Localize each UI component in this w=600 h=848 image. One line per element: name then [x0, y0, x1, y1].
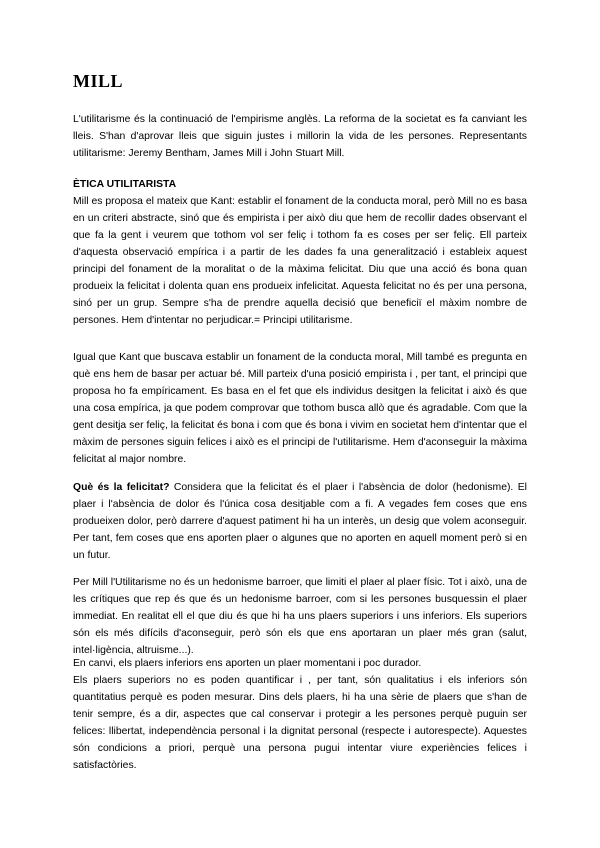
intro-paragraph: L'utilitarisme és la continuació de l'empirisme anglès. La reforma de la societat es fa canviant les lleis. S'han d'aprovar lleis que siguin justes i millorin la vida de les persones. Representants utilitarisme: Jeremy Bentham, James Mill i John Stuart Mill. — [73, 114, 527, 159]
hedonism-paragraph: Per Mill l'Utilitarisme no és un hedonisme barroer, que limiti el plaer al plaer físic. Tot i això, una de les crítiques que rep és que és un hedonisme barroer, com si les persones busquessin el plaer immediat. En realitat ell el que diu és que hi ha uns plaers superiors i uns inferiors. Els superiors són els més difícils d'aconseguir, però són els que ens aportaran un plaer més gran (salut, intel·ligència, altruisme...). — [73, 577, 527, 656]
question-label: Què és la felicitat? — [73, 482, 170, 493]
section-heading: ÈTICA UTILITARISTA — [73, 179, 177, 190]
felicitat-paragraph — [73, 479, 527, 564]
body-paragraph-2: Igual que Kant que buscava establir un fonament de la conducta moral, Mill també es pregunta en què ens hem de basar per actuar bé. Mill parteix d'una posició empirista i , per tant, el principi que proposa ho fa empíricament. Es basa en el fet que els individus desitgen la felicitat i això és que una cosa empírica, ja que podem comprovar que tothom busca allò que és agradable. Com que la gent desitja ser feliç, la felicitat és bona i com que és bona i vivim en societat hem d'intentar que el màxim de persones siguin felices i això es el principi de l'utilitarisme. Hem d'aconseguir la màxima felicitat al major nombre. — [73, 352, 527, 465]
superior-pleasures-paragraph: Els plaers superiors no es poden quantificar i , per tant, són qualitatius i els inferiors són quantitatius perquè es poden mesurar. Dins dels plaers, hi ha una sèrie de plaers que s'han de tenir sempre, és a dir, aspectes que cal conservar i protegir a les persones perquè puguin ser felices: llibertat, independència personal i la dignitat personal (respecte i autorespecte). Aquestes són condicions a priori, perquè una persona pugui intentar viure experiències felices i satisfactòries. — [73, 675, 527, 771]
question-text: Considera que la felicitat és el plaer i l'absència de dolor (hedonisme). El plaer i l'absència de dolor és l'única cosa desitjable com a fi. A vegades fem coses que ens produeixen dolor, però darrere d'aquest patiment hi ha un interès, un desig que volem aconseguir. Per tant, fem coses que ens aporten plaer o algunes que no aporten en aquell moment però si en un futur. — [73, 482, 527, 561]
inferior-pleasures-line: En canvi, els plaers inferiors ens aporten un plaer momentani i poc durador. — [73, 658, 422, 669]
page-title: MILL — [73, 71, 124, 91]
body-paragraph-1: Mill es proposa el mateix que Kant: establir el fonament de la conducta moral, però Mill no es basa en un criteri abstracte, sinó que és empirista i per això diu que hem de recollir dades observant el que fa la gent i veurem que tothom vol ser feliç i tothom fa es coses per ser feliç. Ell parteix d'aquesta observació empírica i a partir de les dades fa una generalització i estableix aquest principi del fonament de la moralitat o de la màxima felicitat. Diu que una acció és bona quan produeix la felicitat i dolenta quan ens produeix infelicitat. Aquesta felicitat no és per una persona, sinó per un grup. Sempre s'ha de prendre aquella decisió que beneficiï el màxim nombre de persones. Hem d'intentar no perjudicar.= Principi utilitarisme. — [73, 196, 527, 326]
